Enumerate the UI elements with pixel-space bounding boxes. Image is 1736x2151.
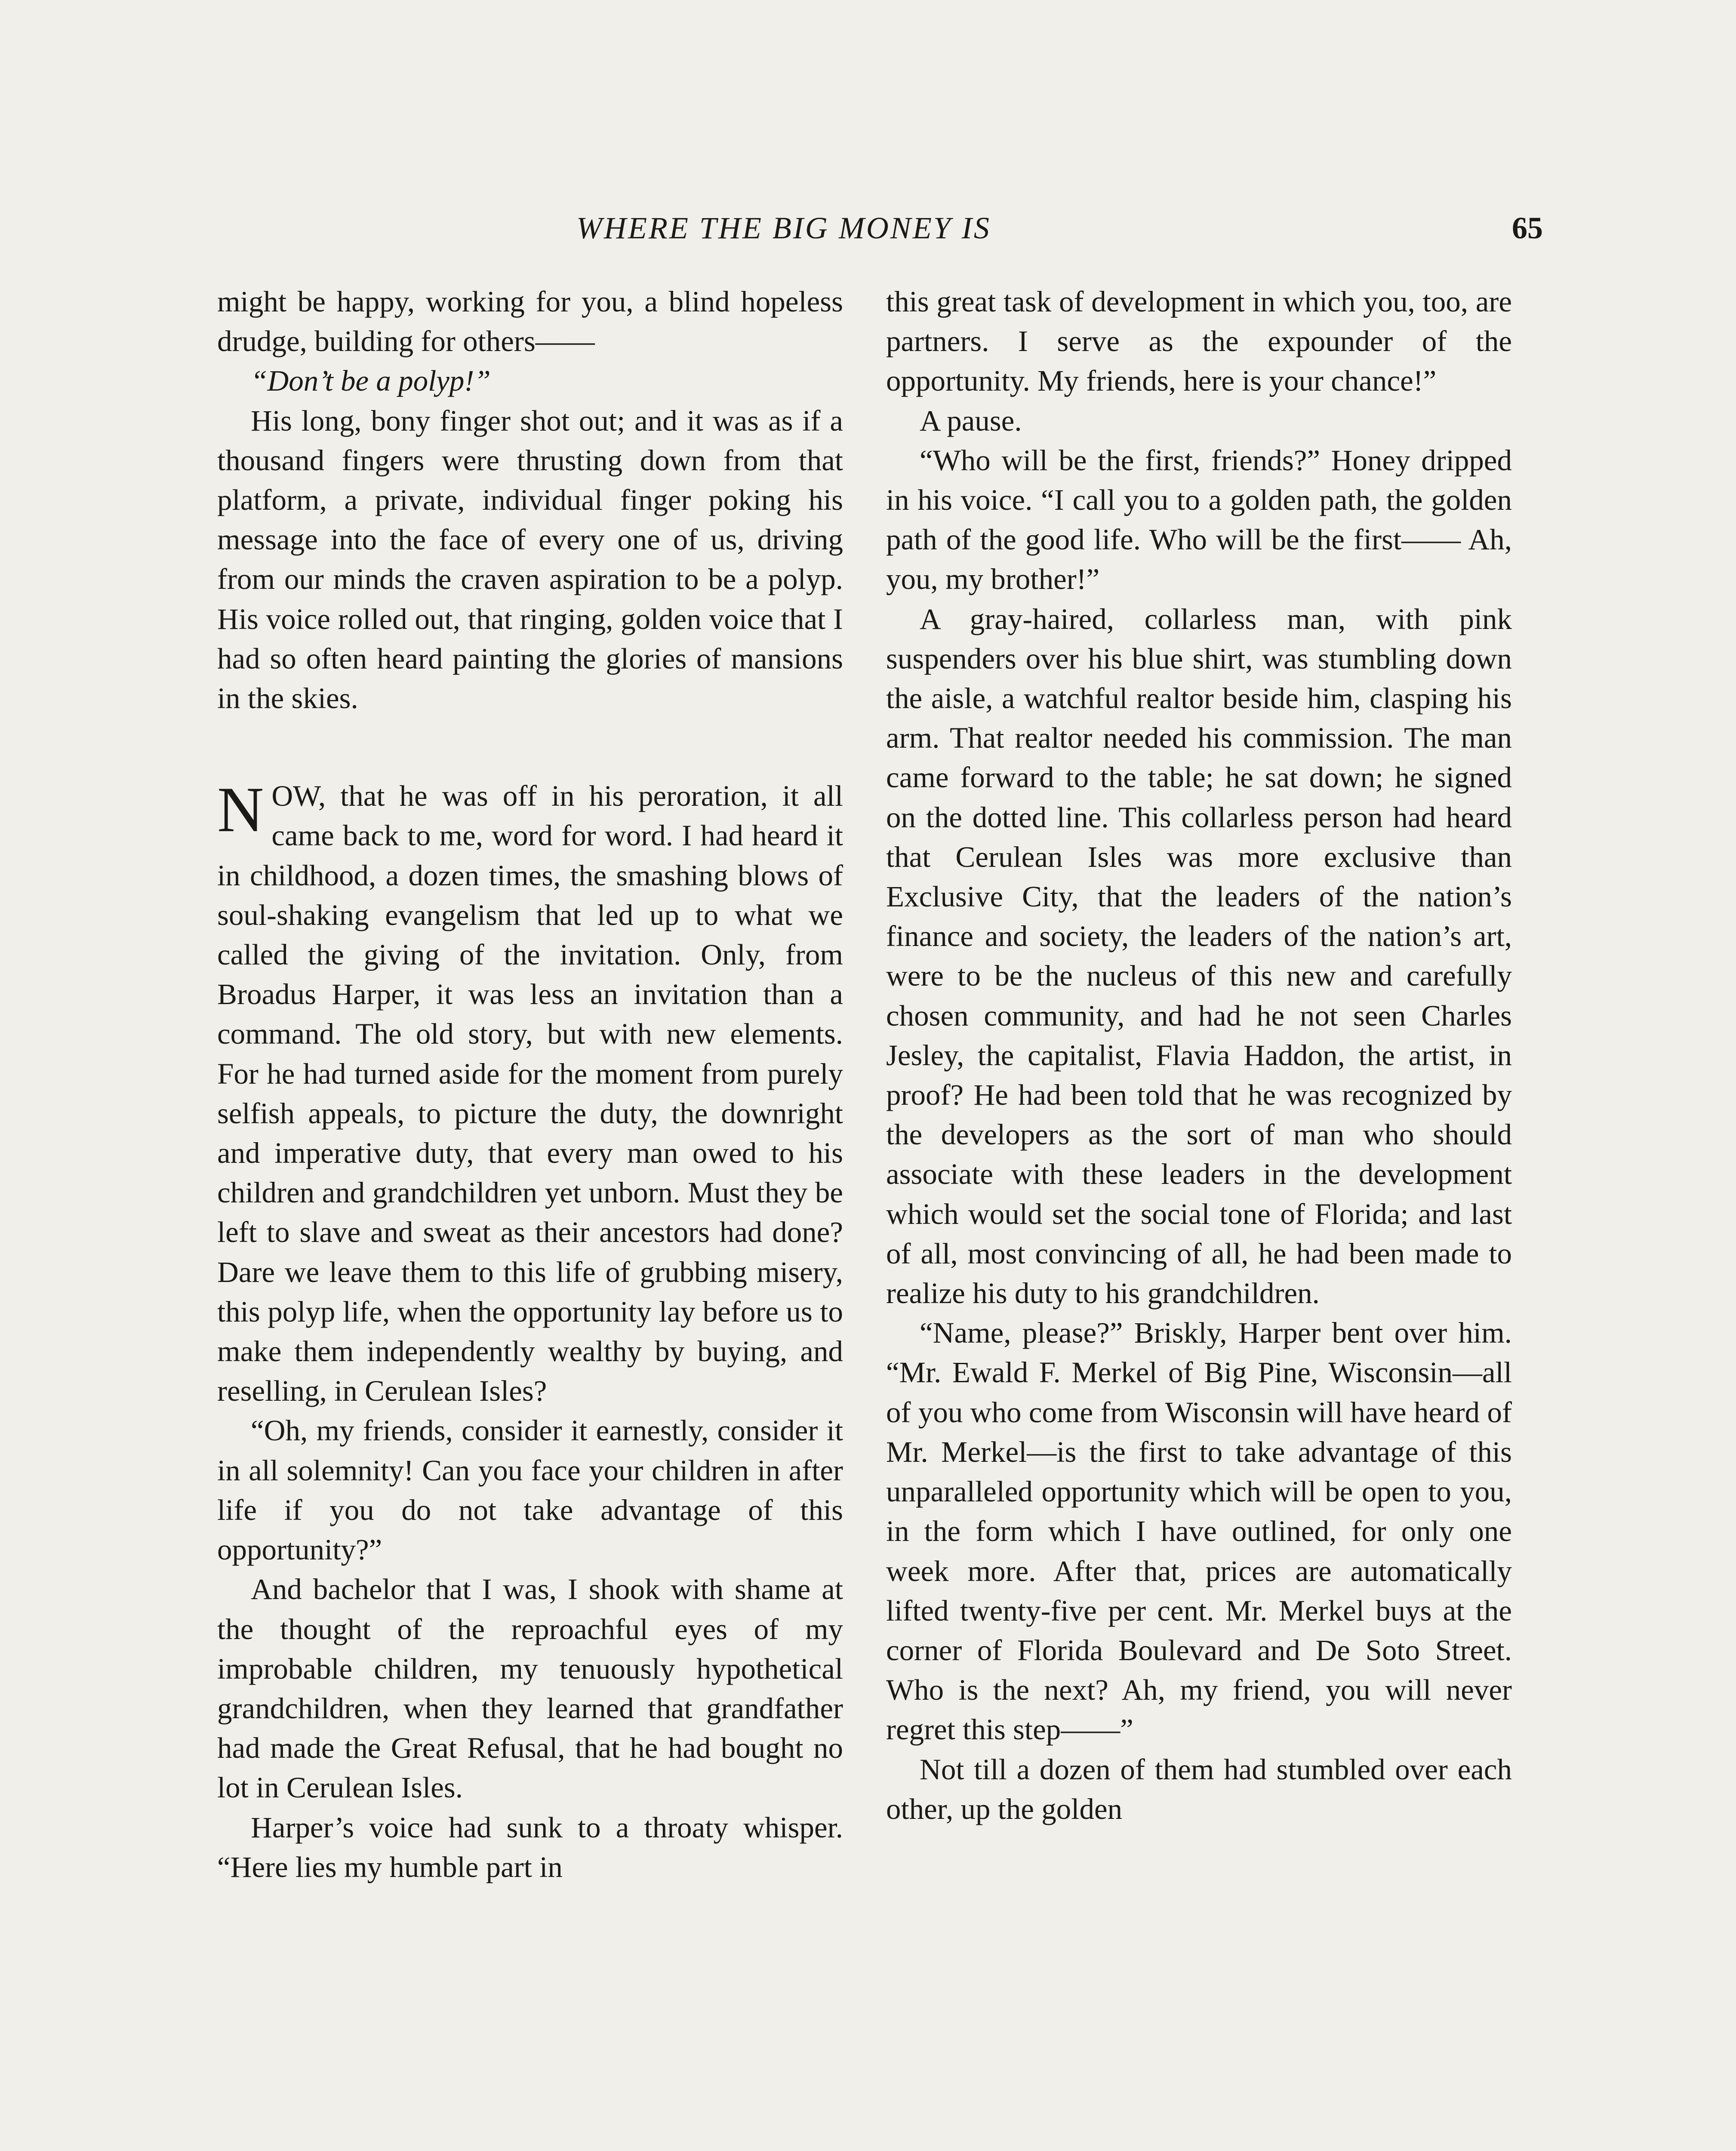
paragraph: “Oh, my friends, consider it earnestly, consider it in all solemnity! Can you face your children in after life if you do not take advantage of this opportunity?” xyxy=(217,1414,843,1566)
drop-cap: N xyxy=(217,774,264,846)
right-column xyxy=(886,282,1512,1829)
paragraph: this great task of development in which you, too, are partners. I serve as the expounder of the opportunity. My friends, here is your chance!” xyxy=(886,285,1512,398)
paragraph-quote: “Don’t be a polyp!” xyxy=(251,364,491,398)
page-number: 65 xyxy=(1512,211,1543,245)
running-title: WHERE THE BIG MONEY IS xyxy=(576,211,991,245)
paragraph: And bachelor that I was, I shook with shame at the thought of the reproachful eyes of my improbable children, my tenuously hypothetical grandchildren, when they learned that grandfather had made the Great Refusal, that he had bought no lot in Cerulean Isles. xyxy=(217,1573,843,1804)
paragraph: might be happy, working for you, a blind hopeless drudge, building for others—— xyxy=(217,285,843,358)
section-paragraph xyxy=(217,776,843,1411)
paragraph: A gray-haired, collarless man, with pink suspenders over his blue shirt, was stumbling down the aisle, a watchful realtor beside him, clasping his arm. That realtor needed his commission. The man came forward to the table; he sat down; he signed on the dotted line. This collarless person had heard that Cerulean Isles was more exclusive than Exclusive City, that the leaders of the nation’s finance and society, the leaders of the nation’s art, were to be the nucleus of this new and carefully chosen community, and had he not seen Charles Jesley, the capitalist, Flavia Haddon, the artist, in proof? He had been told that he was recognized by the developers as the sort of man who should associate with these leaders in the development which would set the social tone of Florida; and last of all, most convincing of all, he had been made to realize his duty to his grandchildren. xyxy=(886,602,1512,1310)
paragraph: “Name, please?” Briskly, Harper bent over him. “Mr. Ewald F. Merkel of Big Pine, Wisconsin—all of you who come from Wisconsin will have heard of Mr. Merkel—is the first to take advantage of this unparalleled opportunity which will be open to you, in the form which I have outlined, for only one week more. After that, prices are automatically lifted twenty-five per cent. Mr. Merkel buys at the corner of Florida Boulevard and De Soto Street. Who is the next? Ah, my friend, you will never regret this step——” xyxy=(886,1316,1512,1746)
paragraph: Not till a dozen of them had stumbled over each other, up the golden xyxy=(886,1753,1512,1825)
paragraph: A pause. xyxy=(920,404,1022,437)
paragraph: Harper’s voice had sunk to a throaty whisper. “Here lies my humble part in xyxy=(217,1811,843,1883)
left-column xyxy=(217,282,843,1887)
paragraph: “Who will be the first, friends?” Honey dripped in his voice. “I call you to a golden path, the golden path of the good life. Who will be the first—— Ah, you, my brother!” xyxy=(886,444,1512,596)
paragraph-text: OW, that he was off in his peroration, it all came back to me, word for word. I had heard it in childhood, a dozen times, the smashing blows of soul-shaking evangelism that led up to what we called the giving of the invitation. Only, from Broadus Harper, it was less an invitation than a command. The old story, but with new elements. For he had turned aside for the moment from purely selfish appeals, to picture the duty, the downright and imperative duty, that every man owed to his children and grandchildren yet unborn. Must they be left to slave and sweat as their ancestors had done? Dare we leave them to this life of grubbing misery, this polyp life, when the opportunity lay before us to make them independently wealthy by buying, and reselling, in Cerulean Isles? xyxy=(217,780,843,1408)
paragraph: His long, bony finger shot out; and it was as if a thousand fingers were thrusting down from that platform, a private, individual finger poking his message into the face of every one of us, driving from our minds the craven aspiration to be a polyp. His voice rolled out, that ringing, golden voice that I had so often heard painting the glories of mansions in the skies. xyxy=(217,404,843,715)
